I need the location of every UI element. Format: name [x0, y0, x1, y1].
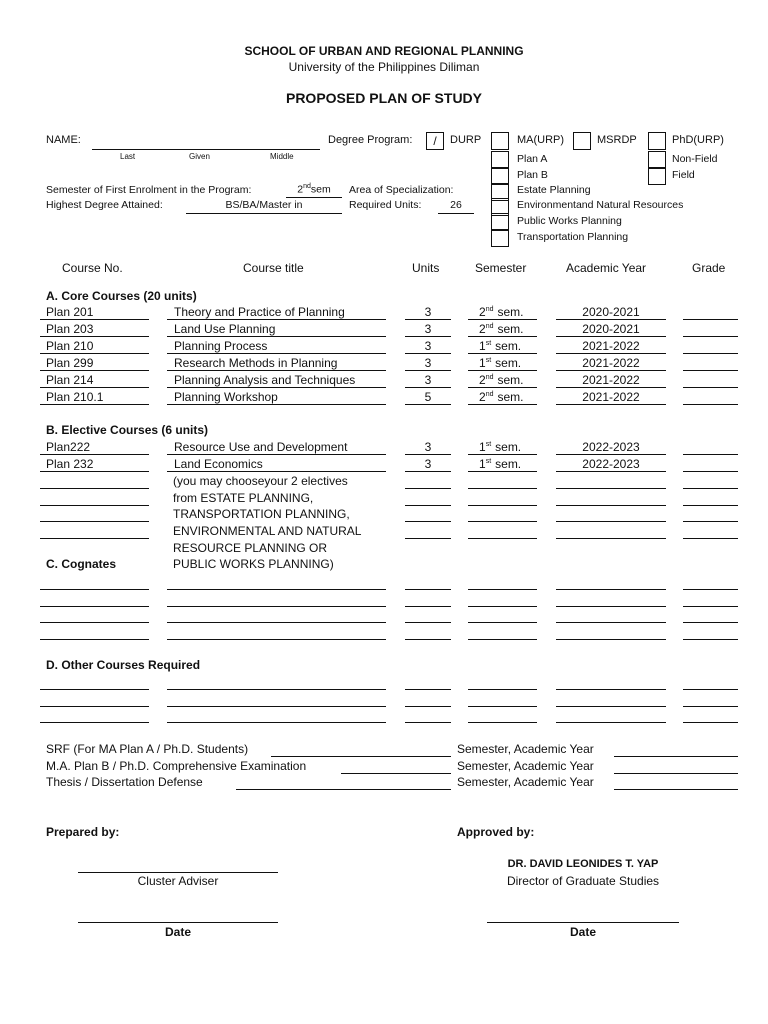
section-cognates-heading: C. Cognates — [46, 557, 117, 571]
field-label: Field — [672, 169, 695, 181]
course-no-cell-line[interactable] — [40, 706, 149, 707]
course-number: Plan 210.1 — [46, 390, 104, 404]
course-no-cell-line[interactable] — [40, 336, 149, 337]
course-no-cell-line[interactable] — [40, 404, 149, 405]
elective-note-line: from ESTATE PLANNING, — [173, 491, 314, 505]
academic-year-cell-line[interactable] — [556, 370, 666, 371]
semester-cell-line[interactable] — [468, 336, 537, 337]
name-label: NAME: — [46, 134, 81, 146]
course-no-cell-line[interactable] — [40, 639, 149, 640]
srf-sem-ay-field[interactable] — [614, 756, 738, 757]
grade-cell-line[interactable] — [683, 471, 738, 472]
units-cell-line[interactable] — [405, 387, 451, 388]
course-title-cell-line[interactable] — [167, 689, 386, 690]
units-cell-line[interactable] — [405, 404, 451, 405]
units-cell-line[interactable] — [405, 622, 451, 623]
units-cell-line[interactable] — [405, 639, 451, 640]
thesis-defense-label: Thesis / Dissertation Defense — [46, 775, 203, 789]
semester-cell-line[interactable] — [468, 505, 537, 506]
course-title-cell-line[interactable] — [167, 404, 386, 405]
transportation-checkbox[interactable] — [491, 229, 509, 247]
course-title: Land Economics — [174, 457, 263, 471]
semester-cell-line[interactable] — [468, 639, 537, 640]
units-cell-line[interactable] — [405, 454, 451, 455]
course-title-cell-line[interactable] — [167, 319, 386, 320]
thesis-sem-ay-field[interactable] — [614, 789, 738, 790]
course-title-cell-line[interactable] — [167, 370, 386, 371]
course-academic-year: 2021-2022 — [582, 339, 640, 353]
course-title-cell-line[interactable] — [167, 722, 386, 723]
area-specialization-label: Area of Specialization: — [349, 184, 454, 196]
course-semester: 2nd sem. — [479, 390, 524, 404]
degree-program-label: Degree Program: — [328, 134, 413, 146]
course-no-cell-line[interactable] — [40, 353, 149, 354]
units-cell-line[interactable] — [405, 505, 451, 506]
course-title: Planning Process — [174, 339, 268, 353]
course-number: Plan 201 — [46, 305, 94, 319]
required-units-label: Required Units: — [349, 199, 422, 211]
durp-checkbox[interactable] — [426, 132, 444, 150]
grade-cell-line[interactable] — [683, 521, 738, 522]
comp-sem-ay-label: Semester, Academic Year — [457, 759, 594, 773]
semester-cell-line[interactable] — [468, 370, 537, 371]
col-grade: Grade — [692, 261, 726, 275]
grade-cell-line[interactable] — [683, 370, 738, 371]
required-units-field[interactable] — [438, 213, 474, 214]
course-number: Plan 214 — [46, 373, 94, 387]
course-no-cell-line[interactable] — [40, 538, 149, 539]
school-name: SCHOOL OF URBAN AND REGIONAL PLANNING — [244, 44, 524, 58]
grade-cell-line[interactable] — [683, 706, 738, 707]
director-name: DR. DAVID LEONIDES T. YAP — [507, 858, 659, 870]
units-cell-line[interactable] — [405, 722, 451, 723]
elective-note-line: (you may chooseyour 2 electives — [173, 474, 348, 488]
academic-year-cell-line[interactable] — [556, 488, 666, 489]
course-academic-year: 2021-2022 — [582, 390, 640, 404]
course-title-cell-line[interactable] — [167, 606, 386, 607]
col-academic-year: Academic Year — [566, 261, 647, 275]
academic-year-cell-line[interactable] — [556, 471, 666, 472]
course-title: Planning Analysis and Techniques — [174, 373, 356, 387]
academic-year-cell-line[interactable] — [556, 722, 666, 723]
grade-cell-line[interactable] — [683, 589, 738, 590]
area-estate-planning: Estate Planning — [517, 184, 591, 196]
comp-exam-label: M.A. Plan B / Ph.D. Comprehensive Examination — [46, 759, 307, 773]
course-no-cell-line[interactable] — [40, 488, 149, 489]
course-no-cell-line[interactable] — [40, 471, 149, 472]
course-no-cell-line[interactable] — [40, 454, 149, 455]
course-units: 3 — [424, 322, 432, 336]
msrdp-checkbox[interactable] — [573, 132, 591, 150]
course-title-cell-line[interactable] — [167, 336, 386, 337]
col-course-no: Course No. — [62, 261, 123, 275]
course-academic-year: 2021-2022 — [582, 373, 640, 387]
units-cell-line[interactable] — [405, 538, 451, 539]
section-other-heading: D. Other Courses Required — [46, 658, 201, 672]
name-last-label: Last — [120, 152, 136, 161]
semester-cell-line[interactable] — [468, 471, 537, 472]
director-title: Director of Graduate Studies — [506, 874, 660, 888]
course-academic-year: 2022-2023 — [582, 440, 640, 454]
academic-year-cell-line[interactable] — [556, 387, 666, 388]
units-cell-line[interactable] — [405, 589, 451, 590]
academic-year-cell-line[interactable] — [556, 622, 666, 623]
course-semester: 2nd sem. — [479, 305, 524, 319]
comp-exam-field[interactable] — [341, 773, 451, 774]
grade-cell-line[interactable] — [683, 353, 738, 354]
first-enrolment-label: Semester of First Enrolment in the Program: — [46, 184, 252, 196]
grade-cell-line[interactable] — [683, 722, 738, 723]
course-title-cell-line[interactable] — [167, 387, 386, 388]
course-title: Planning Workshop — [174, 390, 278, 404]
course-semester: 1st sem. — [479, 457, 522, 471]
course-no-cell-line[interactable] — [40, 606, 149, 607]
first-enrolment-field[interactable] — [286, 197, 342, 198]
course-units: 3 — [424, 373, 432, 387]
academic-year-cell-line[interactable] — [556, 319, 666, 320]
course-title-cell-line[interactable] — [167, 639, 386, 640]
director-date-label: Date — [569, 925, 596, 939]
course-semester: 1st sem. — [479, 356, 522, 370]
course-no-cell-line[interactable] — [40, 722, 149, 723]
msrdp-label: MSRDP — [597, 134, 637, 146]
col-units: Units — [412, 261, 440, 275]
course-title-cell-line[interactable] — [167, 471, 386, 472]
course-title-cell-line[interactable] — [167, 454, 386, 455]
semester-cell-line[interactable] — [468, 706, 537, 707]
col-course-title: Course title — [243, 261, 304, 275]
grade-cell-line[interactable] — [683, 505, 738, 506]
section-core-heading: A. Core Courses (20 units) — [46, 289, 197, 303]
grade-cell-line[interactable] — [683, 606, 738, 607]
adviser-date-label: Date — [164, 925, 191, 939]
course-semester: 2nd sem. — [479, 322, 524, 336]
phdurp-checkbox[interactable] — [648, 132, 666, 150]
course-units: 3 — [424, 305, 432, 319]
course-academic-year: 2021-2022 — [582, 356, 640, 370]
course-title: Resource Use and Development — [174, 440, 348, 454]
course-units: 3 — [424, 356, 432, 370]
area-env-natural-resources: Environmentand Natural Resources — [517, 199, 684, 211]
academic-year-cell-line[interactable] — [556, 404, 666, 405]
course-title: Land Use Planning — [174, 322, 276, 336]
course-no-cell-line[interactable] — [40, 319, 149, 320]
grade-cell-line[interactable] — [683, 387, 738, 388]
semester-cell-line[interactable] — [468, 689, 537, 690]
highest-degree-field[interactable] — [186, 213, 342, 214]
name-field[interactable] — [92, 149, 320, 150]
semester-cell-line[interactable] — [468, 387, 537, 388]
course-units: 3 — [424, 457, 432, 471]
plan-b-label: Plan B — [517, 169, 548, 181]
adviser-signature-line[interactable] — [78, 872, 278, 873]
semester-cell-line[interactable] — [468, 589, 537, 590]
academic-year-cell-line[interactable] — [556, 353, 666, 354]
srf-sem-ay-label: Semester, Academic Year — [457, 742, 594, 756]
semester-cell-line[interactable] — [468, 521, 537, 522]
academic-year-cell-line[interactable] — [556, 454, 666, 455]
srf-label: SRF (For MA Plan A / Ph.D. Students) — [46, 742, 249, 756]
highest-degree-label: Highest Degree Attained: — [46, 199, 163, 211]
units-cell-line[interactable] — [405, 521, 451, 522]
grade-cell-line[interactable] — [683, 454, 738, 455]
units-cell-line[interactable] — [405, 319, 451, 320]
units-cell-line[interactable] — [405, 471, 451, 472]
phdurp-label: PhD(URP) — [672, 134, 724, 146]
maurp-label: MA(URP) — [517, 134, 565, 146]
course-number: Plan 203 — [46, 322, 94, 336]
approved-by-label: Approved by: — [457, 825, 535, 839]
units-cell-line[interactable] — [405, 353, 451, 354]
semester-cell-line[interactable] — [468, 622, 537, 623]
maurp-checkbox[interactable] — [491, 132, 509, 150]
plan-a-label: Plan A — [517, 153, 548, 165]
course-title: Theory and Practice of Planning — [174, 305, 345, 319]
course-no-cell-line[interactable] — [40, 689, 149, 690]
thesis-defense-field[interactable] — [236, 789, 451, 790]
course-academic-year: 2020-2021 — [582, 305, 640, 319]
course-title-cell-line[interactable] — [167, 589, 386, 590]
academic-year-cell-line[interactable] — [556, 706, 666, 707]
area-public-works: Public Works Planning — [517, 215, 622, 227]
course-semester: 1st sem. — [479, 440, 522, 454]
semester-cell-line[interactable] — [468, 538, 537, 539]
university-name: University of the Philippines Diliman — [288, 60, 480, 74]
highest-degree-value: BS/BA/Master in — [225, 199, 303, 211]
academic-year-cell-line[interactable] — [556, 639, 666, 640]
semester-cell-line[interactable] — [468, 606, 537, 607]
course-title-cell-line[interactable] — [167, 622, 386, 623]
nonfield-label: Non-Field — [672, 153, 718, 165]
director-date-line[interactable] — [487, 922, 679, 923]
course-units: 5 — [424, 390, 432, 404]
page-title: PROPOSED PLAN OF STUDY — [285, 90, 483, 106]
grade-cell-line[interactable] — [683, 538, 738, 539]
course-units: 3 — [424, 440, 432, 454]
elective-note-line: PUBLIC WORKS PLANNING) — [173, 557, 334, 571]
check-mark: / — [433, 134, 437, 148]
semester-cell-line[interactable] — [468, 722, 537, 723]
units-cell-line[interactable] — [405, 689, 451, 690]
col-semester: Semester — [475, 261, 527, 275]
units-cell-line[interactable] — [405, 706, 451, 707]
course-no-cell-line[interactable] — [40, 387, 149, 388]
grade-cell-line[interactable] — [683, 488, 738, 489]
thesis-sem-ay-label: Semester, Academic Year — [457, 775, 594, 789]
elective-note-line: RESOURCE PLANNING OR — [173, 541, 328, 555]
field-checkbox[interactable] — [648, 167, 666, 185]
units-cell-line[interactable] — [405, 336, 451, 337]
academic-year-cell-line[interactable] — [556, 336, 666, 337]
academic-year-cell-line[interactable] — [556, 689, 666, 690]
grade-cell-line[interactable] — [683, 336, 738, 337]
durp-label: DURP — [450, 134, 482, 146]
academic-year-cell-line[interactable] — [556, 538, 666, 539]
course-semester: 2nd sem. — [479, 373, 524, 387]
course-number: Plan 232 — [46, 457, 94, 471]
cluster-adviser-label: Cluster Adviser — [137, 874, 219, 888]
course-academic-year: 2020-2021 — [582, 322, 640, 336]
course-no-cell-line[interactable] — [40, 589, 149, 590]
course-number: Plan222 — [46, 440, 91, 454]
course-number: Plan 299 — [46, 356, 94, 370]
academic-year-cell-line[interactable] — [556, 589, 666, 590]
grade-cell-line[interactable] — [683, 622, 738, 623]
course-title-cell-line[interactable] — [167, 353, 386, 354]
comp-sem-ay-field[interactable] — [614, 773, 738, 774]
course-no-cell-line[interactable] — [40, 622, 149, 623]
semester-cell-line[interactable] — [468, 454, 537, 455]
srf-field[interactable] — [271, 756, 451, 757]
course-number: Plan 210 — [46, 339, 94, 353]
prepared-by-label: Prepared by: — [46, 825, 120, 839]
semester-cell-line[interactable] — [468, 488, 537, 489]
semester-cell-line[interactable] — [468, 319, 537, 320]
course-units: 3 — [424, 339, 432, 353]
elective-note-line: TRANSPORTATION PLANNING, — [173, 507, 350, 521]
elective-note-line: ENVIRONMENTAL AND NATURAL — [173, 524, 362, 538]
grade-cell-line[interactable] — [683, 404, 738, 405]
academic-year-cell-line[interactable] — [556, 606, 666, 607]
grade-cell-line[interactable] — [683, 639, 738, 640]
grade-cell-line[interactable] — [683, 689, 738, 690]
semester-cell-line[interactable] — [468, 353, 537, 354]
course-academic-year: 2022-2023 — [582, 457, 640, 471]
required-units-value: 26 — [450, 199, 462, 211]
adviser-date-line[interactable] — [78, 922, 278, 923]
course-no-cell-line[interactable] — [40, 505, 149, 506]
section-elective-heading: B. Elective Courses (6 units) — [46, 423, 209, 437]
course-no-cell-line[interactable] — [40, 370, 149, 371]
grade-cell-line[interactable] — [683, 319, 738, 320]
name-middle-label: Middle — [270, 152, 294, 161]
semester-cell-line[interactable] — [468, 404, 537, 405]
units-cell-line[interactable] — [405, 370, 451, 371]
first-enrolment-value: 2ndsem — [297, 183, 331, 196]
area-transportation: Transportation Planning — [517, 231, 629, 243]
course-title-cell-line[interactable] — [167, 706, 386, 707]
course-title: Research Methods in Planning — [174, 356, 338, 370]
course-no-cell-line[interactable] — [40, 521, 149, 522]
academic-year-cell-line[interactable] — [556, 505, 666, 506]
units-cell-line[interactable] — [405, 488, 451, 489]
course-semester: 1st sem. — [479, 339, 522, 353]
units-cell-line[interactable] — [405, 606, 451, 607]
name-given-label: Given — [189, 152, 210, 161]
academic-year-cell-line[interactable] — [556, 521, 666, 522]
